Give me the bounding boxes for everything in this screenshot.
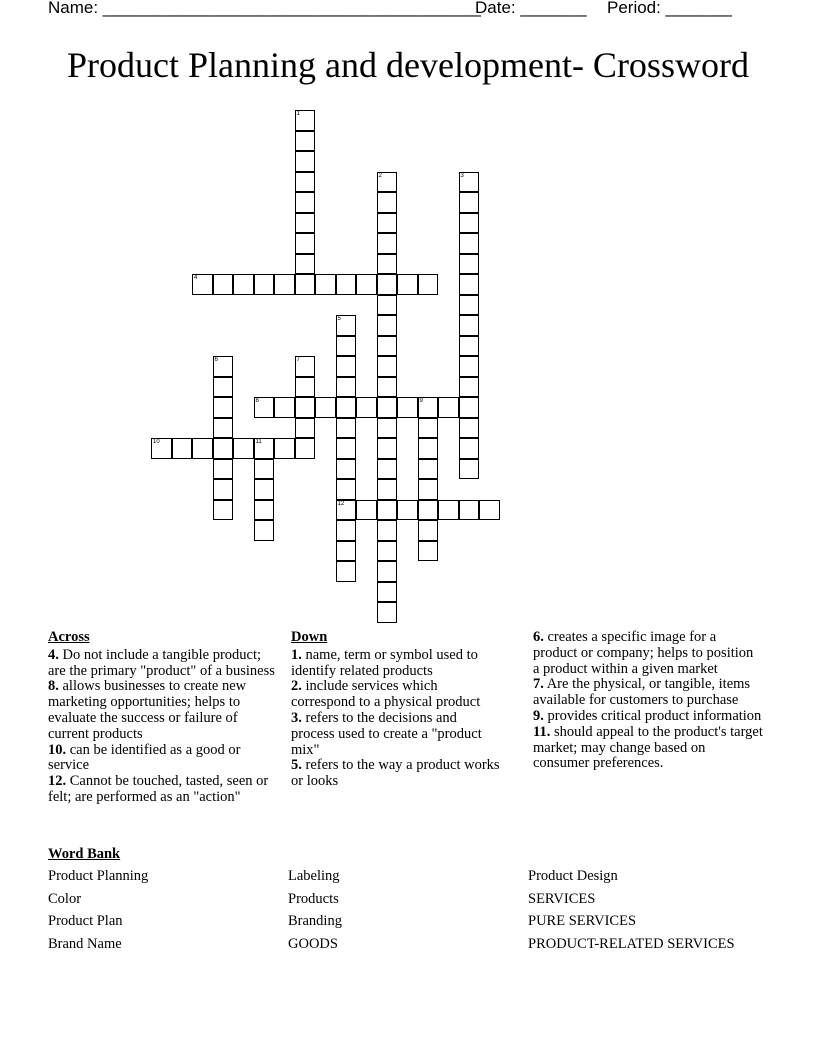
crossword-cell[interactable] xyxy=(213,397,234,418)
crossword-cell[interactable] xyxy=(459,500,480,521)
word-bank-item: Brand Name xyxy=(48,936,122,952)
crossword-cell[interactable] xyxy=(418,418,439,439)
clue-number: 2 xyxy=(378,172,382,179)
across-clues xyxy=(48,630,282,806)
crossword-cell[interactable] xyxy=(418,520,439,541)
crossword-cell[interactable] xyxy=(192,438,213,459)
crossword-cell[interactable] xyxy=(254,397,275,418)
word-bank-item: Product Plan xyxy=(48,913,123,929)
crossword-cell[interactable] xyxy=(418,541,439,562)
crossword-cell[interactable] xyxy=(459,438,480,459)
crossword-cell[interactable] xyxy=(397,500,418,521)
crossword-cell[interactable] xyxy=(213,459,234,480)
crossword-cell[interactable] xyxy=(356,500,377,521)
crossword-cell[interactable] xyxy=(254,520,275,541)
word-bank-item: Product Planning xyxy=(48,868,149,884)
crossword-cell[interactable] xyxy=(459,418,480,439)
clue-number: 5 xyxy=(337,316,341,322)
word-bank-item: PURE SERVICES xyxy=(528,913,637,929)
down-heading: Down xyxy=(291,629,328,645)
word-bank-item: Product Design xyxy=(528,868,618,884)
crossword-cell[interactable] xyxy=(336,274,357,295)
crossword-cell[interactable] xyxy=(418,500,439,521)
clue-number: 3 xyxy=(460,172,464,179)
crossword-cell[interactable] xyxy=(233,274,254,295)
clue-down-9: 9. provides critical product information xyxy=(533,707,762,724)
crossword-cell[interactable] xyxy=(377,254,398,275)
crossword-cell[interactable] xyxy=(233,438,254,459)
crossword-cell[interactable] xyxy=(336,397,357,418)
clue-number: 11 xyxy=(255,439,262,445)
crossword-cell[interactable] xyxy=(397,274,418,295)
crossword-cell[interactable] xyxy=(459,213,480,234)
crossword-cell[interactable] xyxy=(336,336,357,357)
crossword-cell[interactable] xyxy=(377,295,398,316)
clue-down-11: 11. should appeal to the product's target market; may change based on consumer preferences. xyxy=(533,723,763,772)
crossword-cell[interactable] xyxy=(213,479,234,500)
crossword-cell[interactable] xyxy=(336,500,357,521)
crossword-cell[interactable] xyxy=(377,459,398,480)
crossword-cell[interactable] xyxy=(336,315,357,336)
crossword-cell[interactable] xyxy=(459,356,480,377)
crossword-cell[interactable] xyxy=(377,541,398,562)
crossword-cell[interactable] xyxy=(336,479,357,500)
crossword-cell[interactable] xyxy=(377,500,398,521)
crossword-cell[interactable] xyxy=(336,356,357,377)
clue-down-5: 5. refers to the way a product works or looks xyxy=(291,757,500,790)
crossword-cell[interactable] xyxy=(377,274,398,295)
crossword-cell[interactable] xyxy=(377,233,398,254)
crossword-cell[interactable] xyxy=(151,438,172,459)
crossword-cell[interactable] xyxy=(438,500,459,521)
crossword-cell[interactable] xyxy=(295,274,316,295)
clue-number: 10 xyxy=(153,439,160,445)
word-bank-item: Products xyxy=(288,891,339,907)
crossword-cell[interactable] xyxy=(295,110,316,131)
crossword-cell[interactable] xyxy=(418,397,439,418)
crossword-cell[interactable] xyxy=(459,172,480,193)
crossword-cell[interactable] xyxy=(213,438,234,459)
crossword-cell[interactable] xyxy=(377,418,398,439)
crossword-cell[interactable] xyxy=(377,561,398,582)
crossword-cell[interactable] xyxy=(213,274,234,295)
crossword-cell[interactable] xyxy=(315,397,336,418)
crossword-cell[interactable] xyxy=(397,397,418,418)
word-bank-heading: Word Bank xyxy=(48,846,121,862)
crossword-cell[interactable] xyxy=(459,315,480,336)
crossword-cell[interactable] xyxy=(336,377,357,398)
clue-across-4: 4. Do not include a tangible product; are the primary "product" of a business xyxy=(48,646,275,679)
clue-number: 1 xyxy=(296,111,300,117)
crossword-cell[interactable] xyxy=(459,397,480,418)
clue-across-8: 8. allows businesses to create new marketing opportunities; helps to evaluate the success or failure of current products xyxy=(48,678,247,742)
crossword-cell[interactable] xyxy=(377,602,398,623)
crossword-cell[interactable] xyxy=(438,397,459,418)
crossword-cell[interactable] xyxy=(356,397,377,418)
crossword-cell[interactable] xyxy=(213,500,234,521)
across-heading: Across xyxy=(48,629,90,645)
word-bank-item: PRODUCT-RELATED SERVICES xyxy=(528,936,735,952)
crossword-cell[interactable] xyxy=(274,274,295,295)
crossword-cell[interactable] xyxy=(377,336,398,357)
down-clues xyxy=(291,630,501,790)
crossword-cell[interactable] xyxy=(377,192,398,213)
crossword-cell[interactable] xyxy=(377,356,398,377)
crossword-cell[interactable] xyxy=(377,397,398,418)
page-title: Product Planning and development- Crossword xyxy=(67,45,749,85)
crossword-cell[interactable] xyxy=(295,172,316,193)
crossword-cell[interactable] xyxy=(295,397,316,418)
crossword-cell[interactable] xyxy=(336,459,357,480)
clue-number: 4 xyxy=(194,275,198,281)
crossword-cell[interactable] xyxy=(295,377,316,398)
crossword-cell[interactable] xyxy=(459,336,480,357)
crossword-cell[interactable] xyxy=(459,192,480,213)
crossword-cell[interactable] xyxy=(336,561,357,582)
clue-number: 7 xyxy=(296,357,300,363)
crossword-cell[interactable] xyxy=(459,377,480,398)
date-field[interactable]: Date: _______ xyxy=(475,0,587,17)
crossword-cell[interactable] xyxy=(459,233,480,254)
crossword-cell[interactable] xyxy=(459,459,480,480)
crossword-cell[interactable] xyxy=(377,377,398,398)
crossword-cell[interactable] xyxy=(479,500,500,521)
crossword-cell[interactable] xyxy=(377,438,398,459)
crossword-cell[interactable] xyxy=(254,459,275,480)
crossword-cell[interactable] xyxy=(295,356,316,377)
clue-down-7: 7. Are the physical, or tangible, items available for customers to purchase xyxy=(533,676,751,709)
word-bank-item: Labeling xyxy=(288,868,340,884)
crossword-cell[interactable] xyxy=(459,274,480,295)
crossword-cell[interactable] xyxy=(192,274,213,295)
crossword-cell[interactable] xyxy=(459,295,480,316)
crossword-cell[interactable] xyxy=(377,315,398,336)
clue-across-12: 12. Cannot be touched, tasted, seen or felt; are performed as an "action" xyxy=(48,773,269,805)
crossword-cell[interactable] xyxy=(377,520,398,541)
crossword-cell[interactable] xyxy=(295,233,316,254)
crossword-cell[interactable] xyxy=(315,274,336,295)
crossword-cell[interactable] xyxy=(274,397,295,418)
clue-number: 6 xyxy=(214,357,218,363)
crossword-cell[interactable] xyxy=(377,213,398,234)
crossword-cell[interactable] xyxy=(172,438,193,459)
crossword-cell[interactable] xyxy=(377,582,398,603)
clue-number: 12 xyxy=(337,500,345,507)
crossword-cell[interactable] xyxy=(295,131,316,152)
crossword-cell[interactable] xyxy=(213,377,234,398)
clue-down-2: 2. include services which correspond to a physical product xyxy=(291,678,481,711)
crossword-cell[interactable] xyxy=(295,192,316,213)
crossword-cell[interactable] xyxy=(295,418,316,439)
crossword-cell[interactable] xyxy=(336,418,357,439)
crossword-cell[interactable] xyxy=(213,418,234,439)
period-field[interactable]: Period: _______ xyxy=(607,0,732,17)
crossword-cell[interactable] xyxy=(254,500,275,521)
word-bank-item: Color xyxy=(48,891,82,907)
crossword-cell[interactable] xyxy=(336,520,357,541)
clue-down-1: 1. name, term or symbol used to identify related products xyxy=(291,646,478,679)
crossword-cell[interactable] xyxy=(295,254,316,275)
crossword-cell[interactable] xyxy=(418,479,439,500)
clue-number: 8 xyxy=(255,398,259,404)
crossword-cell[interactable] xyxy=(336,541,357,562)
crossword-cell[interactable] xyxy=(336,438,357,459)
clue-number: 9 xyxy=(419,398,423,404)
clue-across-10: 10. can be identified as a good or service xyxy=(48,741,241,774)
crossword-cell[interactable] xyxy=(418,274,439,295)
crossword-cell[interactable] xyxy=(418,438,439,459)
word-bank-item: Branding xyxy=(288,913,342,929)
crossword-cell[interactable] xyxy=(377,172,398,193)
crossword-cell[interactable] xyxy=(356,274,377,295)
crossword-cell[interactable] xyxy=(377,479,398,500)
clue-down-3: 3. refers to the decisions and process used to create a "product mix" xyxy=(291,709,482,758)
word-bank-item: GOODS xyxy=(288,936,338,952)
clue-down-6: 6. creates a specific image for a product or company; helps to position a product within a given market xyxy=(533,629,754,677)
crossword-cell[interactable] xyxy=(274,438,295,459)
crossword-cell[interactable] xyxy=(254,274,275,295)
word-bank-item: SERVICES xyxy=(528,891,596,907)
name-field[interactable]: Name: ________________________________________ xyxy=(48,0,481,17)
crossword-cell[interactable] xyxy=(295,151,316,172)
crossword-cell[interactable] xyxy=(418,459,439,480)
crossword-cell[interactable] xyxy=(295,438,316,459)
crossword-cell[interactable] xyxy=(459,254,480,275)
down-clues-continued xyxy=(533,630,763,772)
crossword-cell[interactable] xyxy=(254,438,275,459)
crossword-cell[interactable] xyxy=(213,356,234,377)
crossword-cell[interactable] xyxy=(295,213,316,234)
crossword-cell[interactable] xyxy=(254,479,275,500)
